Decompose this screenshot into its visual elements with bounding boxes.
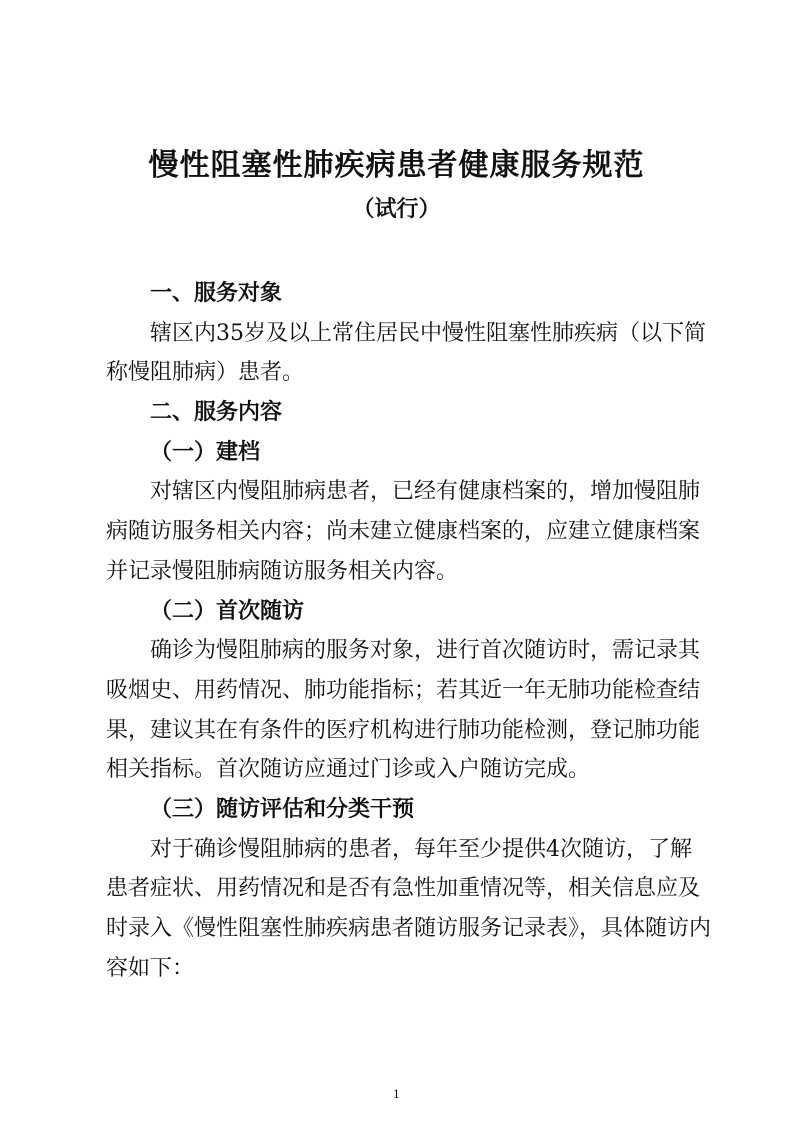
paragraph-line: 相关指标。首次随访应通过门诊或入户随访完成。 bbox=[106, 757, 591, 783]
paragraph-line: 病随访服务相关内容；尚未建立健康档案的，应建立健康档案 bbox=[106, 519, 701, 545]
paragraph-line: 辖区内35岁及以上常住居民中慢性阻塞性肺疾病（以下简 bbox=[150, 320, 706, 346]
subsection-heading-followup: （三）随访评估和分类干预 bbox=[150, 796, 415, 822]
section-heading-service-target: 一、服务对象 bbox=[150, 281, 283, 306]
paragraph-line: 称慢阻肺病）患者。 bbox=[106, 360, 305, 386]
paragraph-line: 时录入《慢性阻塞性肺疾病患者随访服务记录表》，具体随访内 bbox=[106, 916, 712, 941]
paragraph-line: 吸烟史、用药情况、肺功能指标；若其近一年无肺功能检查结 bbox=[106, 677, 701, 703]
paragraph-line: 果，建议其在有条件的医疗机构进行肺功能检测，登记肺功能 bbox=[106, 717, 701, 743]
paragraph-line: 容如下： bbox=[106, 955, 195, 981]
paragraph-line: 并记录慢阻肺病随访服务相关内容。 bbox=[106, 558, 459, 584]
subsection-heading-filing: （一）建档 bbox=[150, 439, 261, 465]
section-heading-service-content: 二、服务内容 bbox=[150, 400, 283, 426]
document-body bbox=[106, 274, 712, 988]
paragraph-line: 对于确诊慢阻肺病的患者，每年至少提供4次随访，了解 bbox=[150, 836, 692, 862]
page-number: 1 bbox=[393, 1088, 400, 1101]
subsection-heading-first-visit: （二）首次随访 bbox=[150, 598, 305, 624]
paragraph-line: 患者症状、用药情况和是否有急性加重情况等，相关信息应及 bbox=[106, 876, 701, 902]
document-subtitle: （试行） bbox=[352, 197, 441, 222]
paragraph-line: 确诊为慢阻肺病的服务对象，进行首次随访时，需记录其 bbox=[150, 638, 701, 664]
paragraph-line: 对辖区内慢阻肺病患者，已经有健康档案的，增加慢阻肺 bbox=[150, 479, 701, 505]
document-title: 慢性阻塞性肺疾病患者健康服务规范 bbox=[148, 148, 645, 183]
